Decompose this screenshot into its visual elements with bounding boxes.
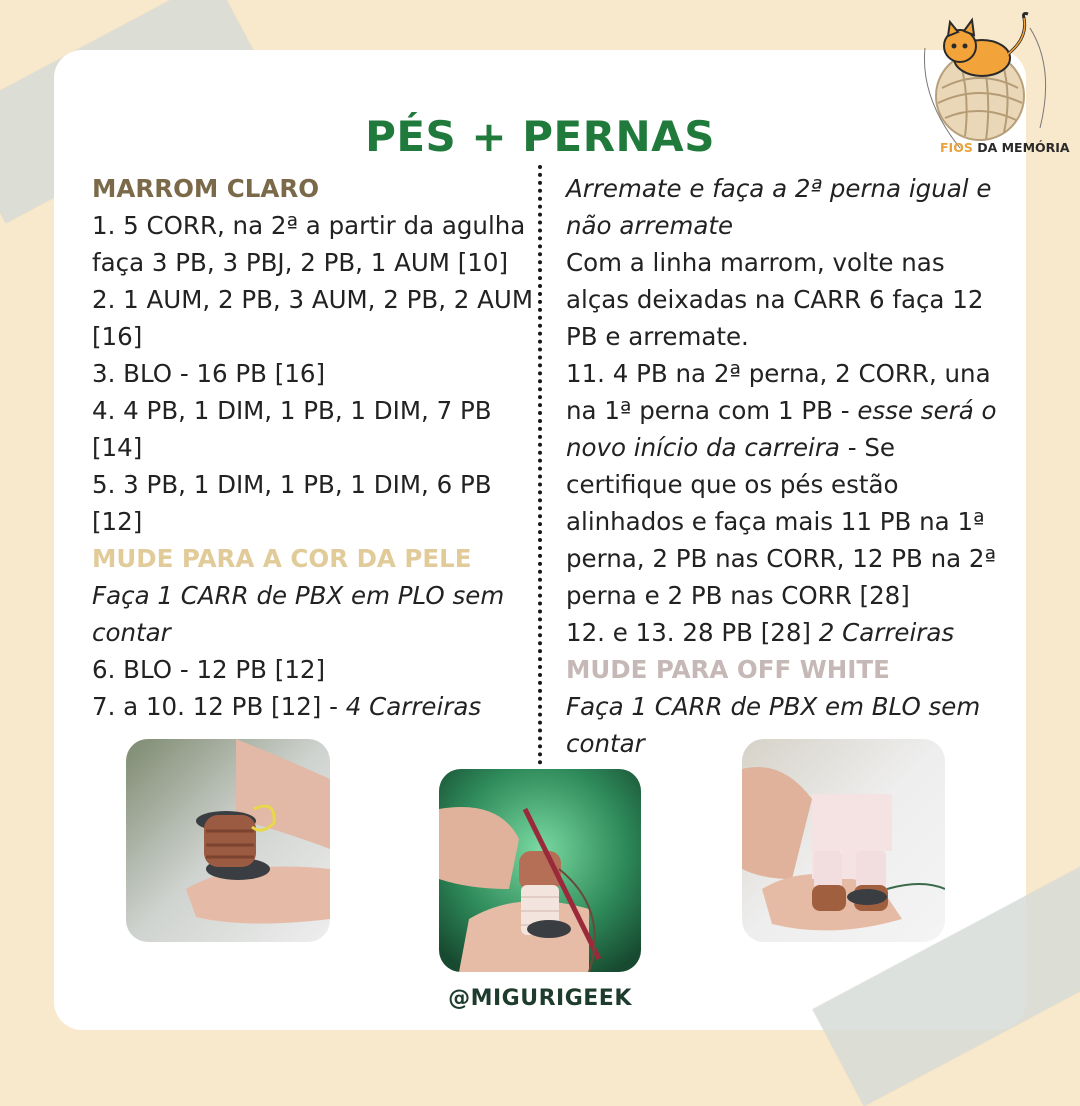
note-slip-stitch-blo: Faça 1 CARR de PBX em BLO sem contar: [566, 692, 981, 758]
round-5: 5. 3 PB, 1 DIM, 1 PB, 1 DIM, 6 PB [12]: [92, 470, 492, 536]
note-brown-yarn: Com a linha marrom, volte nas alças deixadas na CARR 6 faça 12 PB e arremate.: [566, 248, 984, 351]
page-title: PÉS + PERNAS: [365, 112, 715, 161]
round-4: 4. 4 PB, 1 DIM, 1 PB, 1 DIM, 7 PB [14]: [92, 396, 492, 462]
column-divider: [538, 165, 542, 765]
photo-leg-with-hook: [439, 769, 641, 972]
instructions-left-column: [92, 170, 537, 725]
note-finish-second-leg: Arremate e faça a 2ª perna igual e não arremate: [566, 174, 992, 240]
section-heading-skin-color: MUDE PARA A COR DA PELE: [92, 544, 472, 573]
round-2: 2. 1 AUM, 2 PB, 3 AUM, 2 PB, 2 AUM [16]: [92, 285, 533, 351]
photo-crocheted-foot: [126, 739, 330, 942]
photo-joined-legs: [742, 739, 945, 942]
round-3: 3. BLO - 16 PB [16]: [92, 359, 326, 388]
logo-brand-text: FIOS DA MEMÓRIA: [940, 140, 1070, 155]
author-handle: @MIGURIGEEK: [448, 986, 632, 1011]
round-1: 1. 5 CORR, na 2ª a partir da agulha faça 3 PB, 3 PBJ, 2 PB, 1 AUM [10]: [92, 211, 526, 277]
section-heading-off-white: MUDE PARA OFF WHITE: [566, 655, 890, 684]
round-6: 6. BLO - 12 PB [12]: [92, 655, 326, 684]
instructions-right-column: [566, 170, 1014, 762]
round-7-10: 7. a 10. 12 PB [12] - 4 Carreiras: [92, 692, 482, 721]
round-12-13: 12. e 13. 28 PB [28] 2 Carreiras: [566, 618, 955, 647]
note-slip-stitch-plo: Faça 1 CARR de PBX em PLO sem contar: [92, 581, 505, 647]
section-heading-light-brown: MARROM CLARO: [92, 174, 320, 203]
round-11: 11. 4 PB na 2ª perna, 2 CORR, una na 1ª perna com 1 PB - esse será o novo início da carreira - Se certifique que os pés estão alinhados e faça mais 11 PB na 1ª perna, 2 PB nas CORR, 12 PB na 2ª perna e 2 PB nas CORR [28]: [566, 359, 997, 610]
